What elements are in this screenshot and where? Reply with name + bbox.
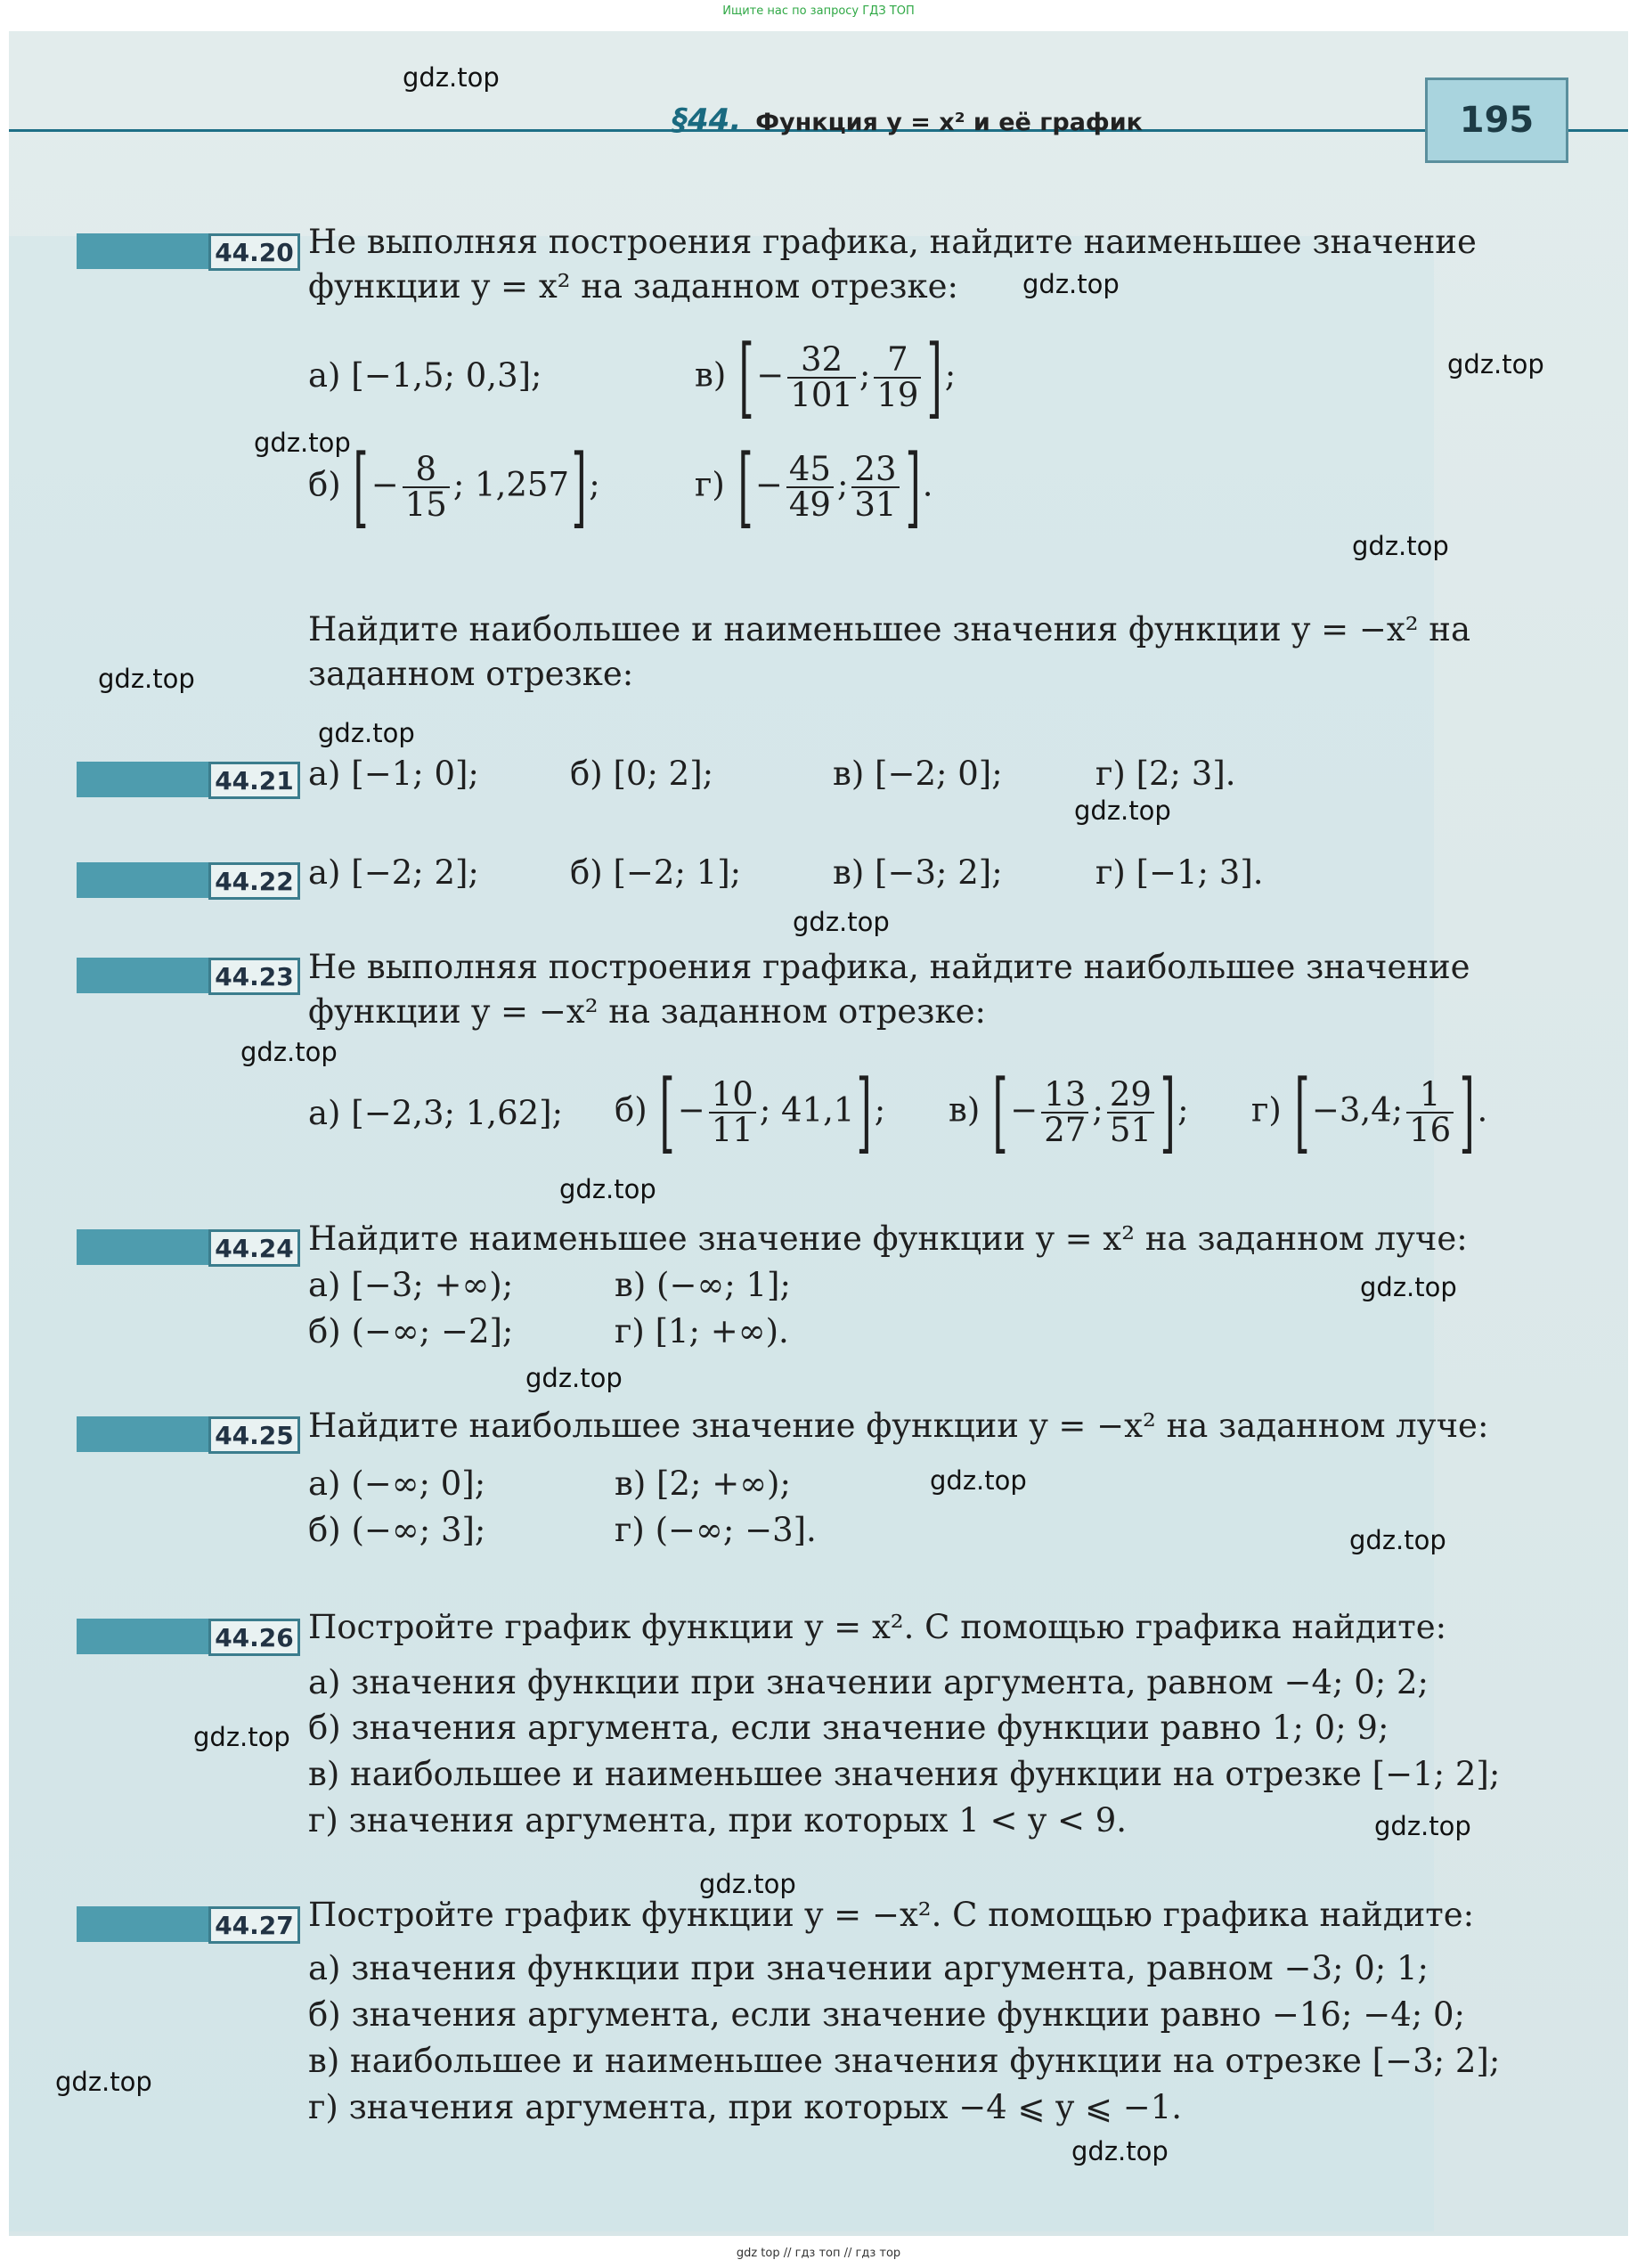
denominator: 19 bbox=[876, 376, 919, 414]
option-b: б) значения аргумента, если значение функции равно 1; 0; 9; bbox=[308, 1709, 1389, 1747]
option-v: в) [2; +∞); bbox=[615, 1464, 791, 1503]
option-v: в) [− $\frac{32}{101}$ ; $\frac{7}{19}$ ]; bbox=[695, 327, 957, 428]
fraction bbox=[403, 450, 450, 524]
option-v: в) [−2; 0]; bbox=[833, 755, 1003, 793]
problem-intro: заданном отрезке: bbox=[308, 655, 634, 693]
page-header bbox=[9, 31, 1628, 165]
problem-bar bbox=[77, 1229, 208, 1265]
numerator: 10 bbox=[709, 1078, 756, 1114]
denominator: 51 bbox=[1109, 1111, 1152, 1149]
problem-label: 44.27 bbox=[208, 1906, 300, 1944]
paragraph-number: §44. bbox=[672, 102, 742, 138]
watermark: gdz.top bbox=[240, 1037, 338, 1067]
problem-number-44-22 bbox=[77, 862, 300, 898]
option-a: а) (−∞; 0]; bbox=[308, 1464, 486, 1503]
section-title bbox=[672, 102, 1143, 138]
numerator: 45 bbox=[786, 453, 834, 488]
problem-label: 44.23 bbox=[208, 958, 300, 995]
option-g: г) значения аргумента, при которых −4 ⩽ y ⩽ −1. bbox=[308, 2088, 1183, 2126]
problem-bar bbox=[77, 958, 208, 993]
watermark: gdz.top bbox=[1349, 1525, 1446, 1555]
numerator: 29 bbox=[1107, 1078, 1154, 1114]
problem-bar bbox=[77, 862, 208, 898]
numerator: 8 bbox=[403, 453, 450, 488]
problem-bar bbox=[77, 1619, 208, 1654]
section-title-text: Функция y = x² и её график bbox=[755, 109, 1143, 136]
option-g: г) (−∞; −3]. bbox=[615, 1511, 817, 1549]
problem-label: 44.24 bbox=[208, 1229, 300, 1267]
watermark: gdz.top bbox=[1374, 1811, 1471, 1841]
option-b: б) (−∞; 3]; bbox=[308, 1511, 486, 1549]
option-g: г) [− $\frac{45}{49}$ ; $\frac{23}{31}$ ]. bbox=[695, 436, 933, 538]
watermark: gdz.top bbox=[98, 664, 195, 694]
watermark: gdz.top bbox=[559, 1174, 656, 1204]
right-bracket: ] bbox=[1459, 1062, 1475, 1163]
option-v: в) наибольшее и наименьшее значения функции на отрезке [−3; 2]; bbox=[308, 2042, 1501, 2080]
option-b: б) [− $\frac{10}{11}$ ; 41,1]; bbox=[615, 1062, 886, 1163]
watermark: gdz.top bbox=[1074, 795, 1171, 826]
problem-text: функции y = x² на заданном отрезке: bbox=[308, 267, 958, 306]
numerator: 13 bbox=[1041, 1078, 1088, 1114]
interval-start: −3,4; bbox=[1311, 1090, 1404, 1130]
option-g: г) [−3,4; $\frac{1}{16}$ ]. bbox=[1251, 1062, 1488, 1163]
right-bracket: ] bbox=[856, 1062, 873, 1163]
watermark: gdz.top bbox=[1352, 531, 1449, 561]
right-bracket: ] bbox=[1160, 1062, 1176, 1163]
option-a: а) [−1,5; 0,3]; bbox=[308, 356, 542, 395]
option-b: б) [0; 2]; bbox=[570, 755, 714, 793]
watermark: gdz.top bbox=[1071, 2136, 1169, 2166]
option-b: б) (−∞; −2]; bbox=[308, 1312, 514, 1350]
footer-note: gdz top // гдз топ // гдз тор bbox=[736, 2247, 901, 2260]
problem-label: 44.21 bbox=[208, 762, 300, 799]
problem-number-44-24 bbox=[77, 1229, 300, 1265]
left-bracket: [ bbox=[1294, 1062, 1310, 1163]
watermark: gdz.top bbox=[1360, 1272, 1457, 1302]
problem-text: функции y = −x² на заданном отрезке: bbox=[308, 992, 986, 1031]
option-v: в) [− $\frac{13}{27}$ ; $\frac{29}{51}$ ]; bbox=[949, 1062, 1189, 1163]
problem-intro: Найдите наибольшее и наименьшее значения функции y = −x² на bbox=[308, 610, 1471, 649]
fraction bbox=[786, 450, 834, 524]
problem-bar bbox=[77, 1906, 208, 1942]
problem-text: Постройте график функции y = −x². С помощью графика найдите: bbox=[308, 1896, 1475, 1934]
watermark: gdz.top bbox=[254, 428, 351, 458]
fraction bbox=[851, 450, 899, 524]
fraction bbox=[709, 1075, 756, 1149]
option-a: а) [−1; 0]; bbox=[308, 755, 479, 793]
problem-label: 44.20 bbox=[208, 233, 300, 271]
problem-bar bbox=[77, 1416, 208, 1452]
right-bracket: ] bbox=[926, 327, 943, 428]
right-bracket: ] bbox=[905, 436, 921, 538]
option-g: г) [1; +∞). bbox=[615, 1312, 789, 1350]
option-a: а) [−2; 2]; bbox=[308, 853, 479, 892]
interval-end: ; 1,257 bbox=[452, 465, 569, 504]
problem-number-44-21 bbox=[77, 762, 300, 797]
problem-text: Найдите наибольшее значение функции y = −x² на заданном луче: bbox=[308, 1407, 1489, 1445]
fraction bbox=[1041, 1075, 1088, 1149]
page-number: 195 bbox=[1425, 78, 1568, 163]
option-b: б) [− $\frac{8}{15}$ ; 1,257]; bbox=[308, 436, 600, 538]
watermark: gdz.top bbox=[55, 2067, 152, 2097]
problem-number-44-23 bbox=[77, 958, 300, 993]
option-label: в) bbox=[695, 355, 727, 395]
watermark: gdz.top bbox=[525, 1363, 623, 1393]
fraction bbox=[1406, 1075, 1454, 1149]
numerator: 32 bbox=[787, 343, 856, 379]
problem-number-44-27 bbox=[77, 1906, 300, 1942]
fraction bbox=[1107, 1075, 1154, 1149]
problem-number-44-25 bbox=[77, 1416, 300, 1452]
left-bracket: [ bbox=[738, 327, 754, 428]
watermark: gdz.top bbox=[403, 62, 500, 93]
problem-text: Не выполняя построения графика, найдите наименьшее значение bbox=[308, 223, 1477, 261]
denominator: 27 bbox=[1044, 1111, 1087, 1149]
watermark: gdz.top bbox=[193, 1722, 290, 1752]
right-bracket: ] bbox=[571, 436, 587, 538]
problem-text: Постройте график функции y = x². С помощью графика найдите: bbox=[308, 1608, 1447, 1646]
problem-bar bbox=[77, 233, 208, 269]
denominator: 49 bbox=[788, 485, 831, 524]
problem-text: Не выполняя построения графика, найдите наибольшее значение bbox=[308, 948, 1470, 986]
problem-bar bbox=[77, 762, 208, 797]
option-label: б) bbox=[308, 465, 341, 504]
option-label: г) bbox=[1251, 1090, 1282, 1130]
left-bracket: [ bbox=[992, 1062, 1008, 1163]
option-label: б) bbox=[615, 1090, 647, 1130]
left-bracket: [ bbox=[353, 436, 370, 538]
option-label: в) bbox=[949, 1090, 981, 1130]
fraction bbox=[874, 340, 921, 414]
denominator: 16 bbox=[1409, 1111, 1452, 1149]
denominator: 31 bbox=[854, 485, 897, 524]
left-bracket: [ bbox=[659, 1062, 676, 1163]
option-b: б) [−2; 1]; bbox=[570, 853, 742, 892]
option-v: в) [−3; 2]; bbox=[833, 853, 1003, 892]
numerator: 1 bbox=[1406, 1078, 1454, 1114]
fraction bbox=[787, 340, 856, 414]
left-bracket: [ bbox=[737, 436, 753, 538]
top-note: Ищите нас по запросу ГДЗ ТОП bbox=[722, 4, 915, 18]
option-v: в) (−∞; 1]; bbox=[615, 1266, 791, 1304]
denominator: 15 bbox=[404, 485, 447, 524]
watermark: gdz.top bbox=[793, 907, 890, 937]
watermark: gdz.top bbox=[699, 1869, 796, 1899]
watermark: gdz.top bbox=[1022, 269, 1120, 299]
numerator: 23 bbox=[851, 453, 899, 488]
watermark: gdz.top bbox=[930, 1465, 1027, 1496]
option-a: а) значения функции при значении аргумента, равном −4; 0; 2; bbox=[308, 1663, 1429, 1701]
problem-label: 44.25 bbox=[208, 1416, 300, 1454]
option-a: а) [−2,3; 1,62]; bbox=[308, 1094, 564, 1132]
problem-label: 44.26 bbox=[208, 1619, 300, 1656]
interval-end: ; 41,1 bbox=[759, 1090, 855, 1130]
problem-number-44-20 bbox=[77, 233, 300, 269]
option-a: а) значения функции при значении аргумента, равном −3; 0; 1; bbox=[308, 1949, 1429, 1987]
problem-number-44-26 bbox=[77, 1619, 300, 1654]
option-label: г) bbox=[695, 465, 725, 504]
problem-label: 44.22 bbox=[208, 862, 300, 900]
option-g: г) значения аргумента, при которых 1 < y < 9. bbox=[308, 1801, 1128, 1840]
option-g: г) [2; 3]. bbox=[1095, 755, 1236, 793]
numerator: 7 bbox=[874, 343, 921, 379]
option-g: г) [−1; 3]. bbox=[1095, 853, 1264, 892]
watermark: gdz.top bbox=[1447, 349, 1544, 379]
option-v: в) наибольшее и наименьшее значения функции на отрезке [−1; 2]; bbox=[308, 1755, 1501, 1793]
problem-text: Найдите наименьшее значение функции y = x² на заданном луче: bbox=[308, 1220, 1468, 1258]
option-b: б) значения аргумента, если значение функции равно −16; −4; 0; bbox=[308, 1995, 1465, 2034]
option-a: а) [−3; +∞); bbox=[308, 1266, 514, 1304]
denominator: 101 bbox=[790, 376, 853, 414]
denominator: 11 bbox=[711, 1111, 753, 1149]
watermark: gdz.top bbox=[318, 718, 415, 748]
